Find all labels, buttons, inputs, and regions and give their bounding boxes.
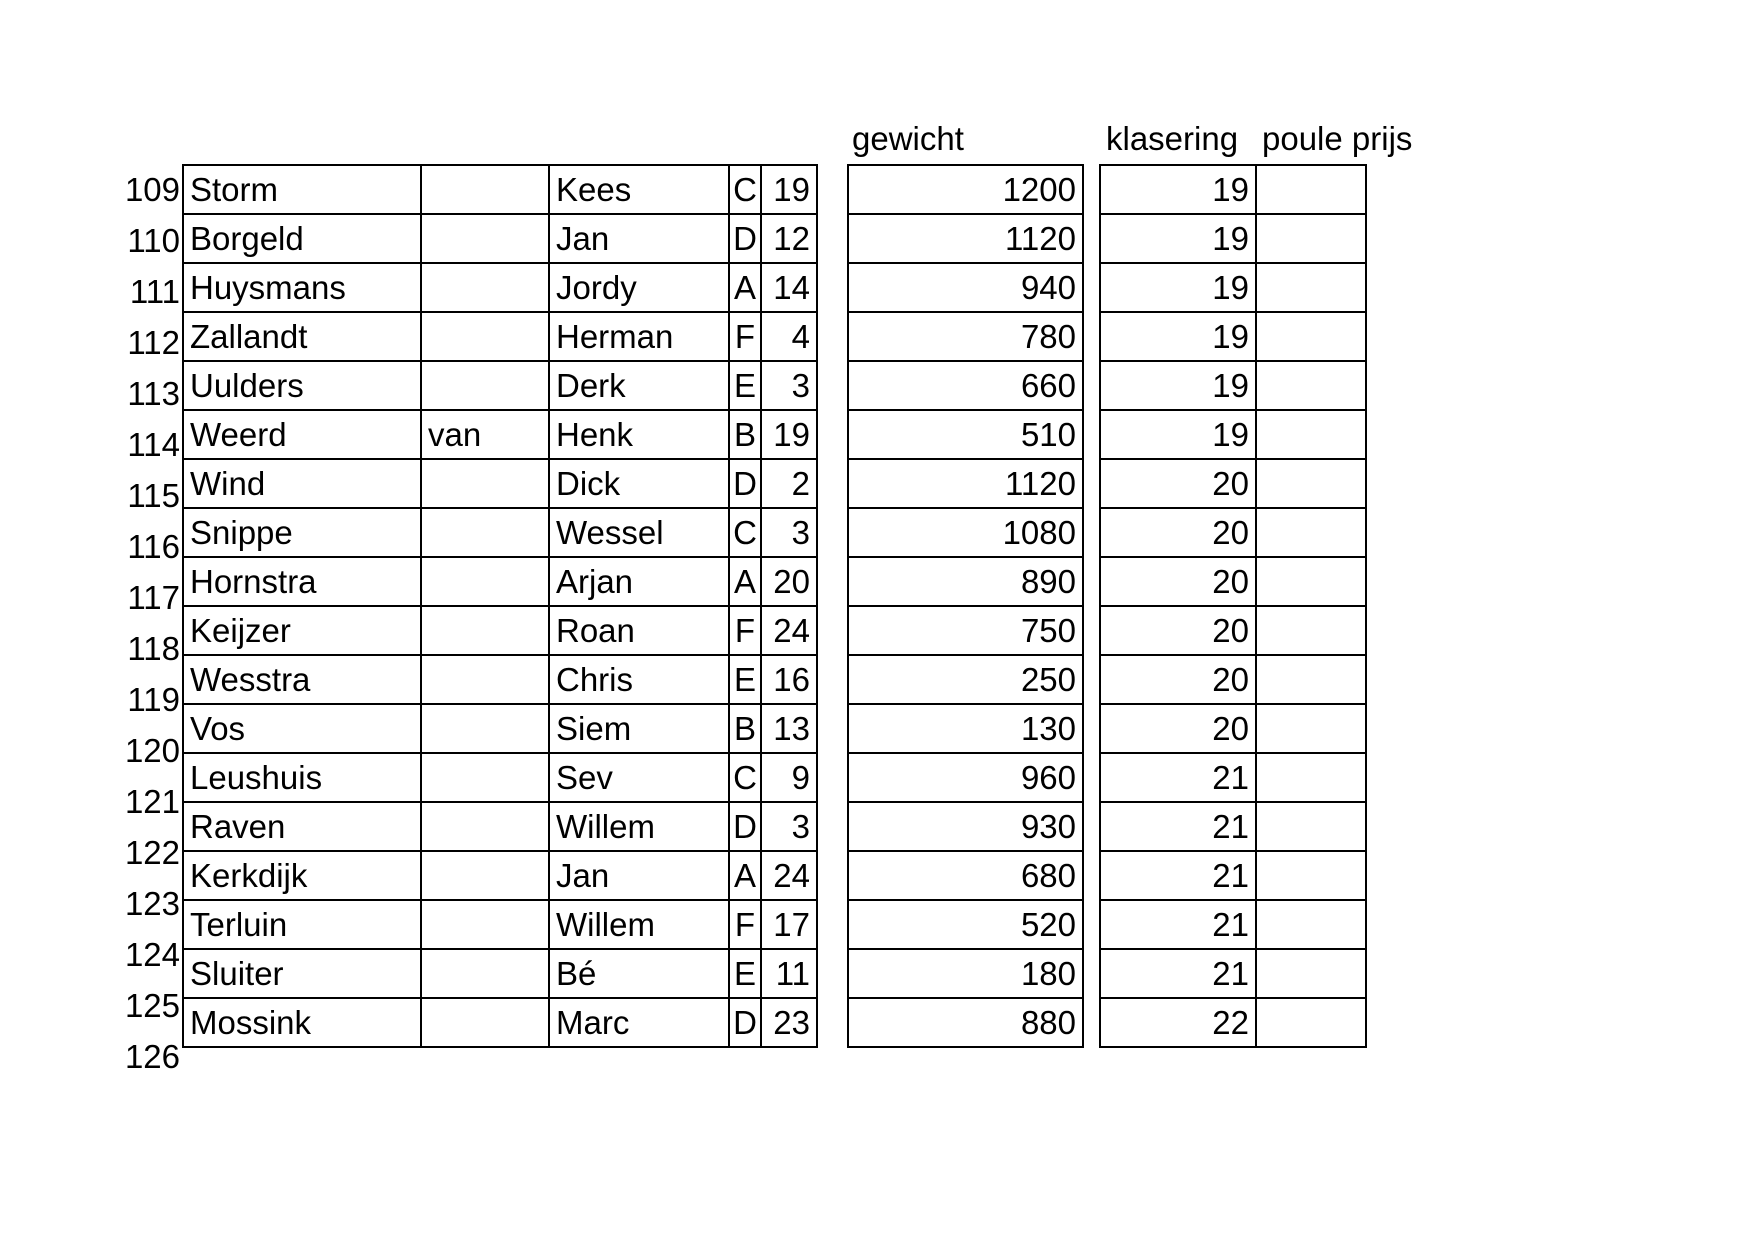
- nummer-cell[interactable]: 2: [761, 459, 817, 508]
- table-row: [848, 949, 1083, 998]
- table-row: [1100, 361, 1366, 410]
- gewicht-cell[interactable]: 130: [848, 704, 1083, 753]
- table-row: [848, 802, 1083, 851]
- row-number: 123: [124, 885, 180, 922]
- row-number: 116: [127, 528, 180, 565]
- row-number: 115: [127, 477, 180, 514]
- gewicht-cell[interactable]: 940: [848, 263, 1083, 312]
- poule-prijs-cell[interactable]: [1256, 361, 1366, 410]
- klasse-cell[interactable]: D: [729, 214, 761, 263]
- voornaam-cell[interactable]: Willem: [549, 802, 729, 851]
- tussenvoegsel-cell[interactable]: [421, 900, 549, 949]
- table-row: [848, 655, 1083, 704]
- klasering-cell[interactable]: 20: [1100, 704, 1256, 753]
- voornaam-cell[interactable]: Jan: [549, 851, 729, 900]
- nummer-cell[interactable]: 16: [761, 655, 817, 704]
- nummer-cell[interactable]: 11: [761, 949, 817, 998]
- nummer-cell[interactable]: 24: [761, 606, 817, 655]
- achternaam-cell[interactable]: Sluiter: [183, 949, 421, 998]
- table-row: [1100, 557, 1366, 606]
- poule-prijs-cell[interactable]: [1256, 214, 1366, 263]
- klasse-cell[interactable]: C: [729, 165, 761, 214]
- klasering-cell[interactable]: 20: [1100, 459, 1256, 508]
- nummer-cell[interactable]: 4: [761, 312, 817, 361]
- table-row: [183, 312, 817, 361]
- voornaam-cell[interactable]: Derk: [549, 361, 729, 410]
- klasering-cell[interactable]: 19: [1100, 410, 1256, 459]
- row-number: 120: [124, 732, 180, 769]
- header-poule-prijs: poule prijs: [1262, 120, 1413, 157]
- klasering-cell[interactable]: 22: [1100, 998, 1256, 1047]
- table-row: [183, 263, 817, 312]
- nummer-cell[interactable]: 14: [761, 263, 817, 312]
- poule-prijs-cell[interactable]: [1256, 410, 1366, 459]
- klasering-cell[interactable]: 21: [1100, 851, 1256, 900]
- table-row: [1100, 508, 1366, 557]
- table-row: [1100, 998, 1366, 1047]
- table-row: [848, 214, 1083, 263]
- table-row: [1100, 851, 1366, 900]
- gewicht-cell[interactable]: 890: [848, 557, 1083, 606]
- klasering-cell[interactable]: 19: [1100, 312, 1256, 361]
- table-row: [183, 998, 817, 1047]
- achternaam-cell[interactable]: Leushuis: [183, 753, 421, 802]
- row-number: 121: [124, 783, 180, 820]
- table-row: [848, 459, 1083, 508]
- gewicht-cell[interactable]: 680: [848, 851, 1083, 900]
- row-number: 110: [127, 222, 180, 259]
- klasse-cell[interactable]: F: [729, 900, 761, 949]
- gewicht-cell[interactable]: 250: [848, 655, 1083, 704]
- table-row: [848, 263, 1083, 312]
- nummer-cell[interactable]: 3: [761, 361, 817, 410]
- table-row: [183, 214, 817, 263]
- table-row: [183, 949, 817, 998]
- nummer-cell[interactable]: 12: [761, 214, 817, 263]
- table-row: [848, 410, 1083, 459]
- tussenvoegsel-cell[interactable]: [421, 949, 549, 998]
- table-row: [848, 704, 1083, 753]
- row-number: 113: [127, 375, 180, 412]
- row-number: 111: [129, 273, 180, 310]
- achternaam-cell[interactable]: Storm: [183, 165, 421, 214]
- table-row: [183, 655, 817, 704]
- klasering-cell[interactable]: 19: [1100, 165, 1256, 214]
- table-row: [183, 557, 817, 606]
- table-row: [183, 459, 817, 508]
- achternaam-cell[interactable]: Terluin: [183, 900, 421, 949]
- klasering-cell[interactable]: 19: [1100, 214, 1256, 263]
- table-row: [1100, 704, 1366, 753]
- table-row: [848, 753, 1083, 802]
- tussenvoegsel-cell[interactable]: [421, 851, 549, 900]
- klasse-cell[interactable]: E: [729, 949, 761, 998]
- klasse-cell[interactable]: D: [729, 998, 761, 1047]
- klasse-cell[interactable]: F: [729, 312, 761, 361]
- poule-prijs-cell[interactable]: [1256, 949, 1366, 998]
- nummer-cell[interactable]: 19: [761, 165, 817, 214]
- tussenvoegsel-cell[interactable]: [421, 998, 549, 1047]
- poule-prijs-cell[interactable]: [1256, 998, 1366, 1047]
- row-number: 119: [127, 681, 180, 718]
- table-row: [848, 606, 1083, 655]
- table-row: [848, 900, 1083, 949]
- klasse-cell[interactable]: D: [729, 459, 761, 508]
- klasering-cell[interactable]: 19: [1100, 361, 1256, 410]
- voornaam-cell[interactable]: Kees: [549, 165, 729, 214]
- table-row: [1100, 410, 1366, 459]
- table-row: [1100, 263, 1366, 312]
- row-number: 114: [127, 426, 180, 463]
- klasse-cell[interactable]: F: [729, 606, 761, 655]
- table-row: [1100, 655, 1366, 704]
- tussenvoegsel-cell[interactable]: [421, 459, 549, 508]
- tussenvoegsel-cell[interactable]: [421, 704, 549, 753]
- table-row: [1100, 165, 1366, 214]
- nummer-cell[interactable]: 24: [761, 851, 817, 900]
- poule-prijs-cell[interactable]: [1256, 606, 1366, 655]
- nummer-cell[interactable]: 17: [761, 900, 817, 949]
- achternaam-cell[interactable]: Raven: [183, 802, 421, 851]
- table-row: [1100, 214, 1366, 263]
- table-row: [183, 410, 817, 459]
- tussenvoegsel-cell[interactable]: [421, 263, 549, 312]
- voornaam-cell[interactable]: Herman: [549, 312, 729, 361]
- klasse-cell[interactable]: B: [729, 704, 761, 753]
- klasering-cell[interactable]: 21: [1100, 949, 1256, 998]
- poule-prijs-cell[interactable]: [1256, 900, 1366, 949]
- achternaam-cell[interactable]: Keijzer: [183, 606, 421, 655]
- tussenvoegsel-cell[interactable]: [421, 361, 549, 410]
- table-row: [1100, 900, 1366, 949]
- table-row: [183, 361, 817, 410]
- achternaam-cell[interactable]: Wesstra: [183, 655, 421, 704]
- voornaam-cell[interactable]: Jan: [549, 214, 729, 263]
- tussenvoegsel-cell[interactable]: [421, 214, 549, 263]
- row-number: 112: [127, 324, 180, 361]
- voornaam-cell[interactable]: Bé: [549, 949, 729, 998]
- achternaam-cell[interactable]: Mossink: [183, 998, 421, 1047]
- gewicht-cell[interactable]: 180: [848, 949, 1083, 998]
- ranking-table: [1099, 164, 1367, 1048]
- table-row: [1100, 459, 1366, 508]
- table-row: [848, 557, 1083, 606]
- voornaam-cell[interactable]: Jordy: [549, 263, 729, 312]
- header-klasering: klasering: [1106, 120, 1239, 157]
- gewicht-cell[interactable]: 510: [848, 410, 1083, 459]
- klasse-cell[interactable]: A: [729, 851, 761, 900]
- gewicht-cell[interactable]: 930: [848, 802, 1083, 851]
- voornaam-cell[interactable]: Chris: [549, 655, 729, 704]
- gewicht-cell[interactable]: 780: [848, 312, 1083, 361]
- row-number: 117: [127, 579, 180, 616]
- nummer-cell[interactable]: 9: [761, 753, 817, 802]
- achternaam-cell[interactable]: Zallandt: [183, 312, 421, 361]
- tussenvoegsel-cell[interactable]: [421, 753, 549, 802]
- voornaam-cell[interactable]: Marc: [549, 998, 729, 1047]
- voornaam-cell[interactable]: Dick: [549, 459, 729, 508]
- tussenvoegsel-cell[interactable]: [421, 557, 549, 606]
- table-row: [183, 704, 817, 753]
- gewicht-cell[interactable]: 660: [848, 361, 1083, 410]
- tussenvoegsel-cell[interactable]: [421, 312, 549, 361]
- row-number: 126: [124, 1038, 180, 1075]
- voornaam-cell[interactable]: Willem: [549, 900, 729, 949]
- klasse-cell[interactable]: E: [729, 361, 761, 410]
- nummer-cell[interactable]: 23: [761, 998, 817, 1047]
- table-row: [183, 802, 817, 851]
- row-number: 124: [124, 936, 180, 973]
- achternaam-cell[interactable]: Kerkdijk: [183, 851, 421, 900]
- klasse-cell[interactable]: E: [729, 655, 761, 704]
- gewicht-cell[interactable]: 960: [848, 753, 1083, 802]
- gewicht-cell[interactable]: 1080: [848, 508, 1083, 557]
- achternaam-cell[interactable]: Hornstra: [183, 557, 421, 606]
- voornaam-cell[interactable]: Henk: [549, 410, 729, 459]
- klasering-cell[interactable]: 20: [1100, 557, 1256, 606]
- table-row: [848, 165, 1083, 214]
- achternaam-cell[interactable]: Vos: [183, 704, 421, 753]
- nummer-cell[interactable]: 20: [761, 557, 817, 606]
- klasse-cell[interactable]: B: [729, 410, 761, 459]
- klasse-cell[interactable]: C: [729, 753, 761, 802]
- achternaam-cell[interactable]: Snippe: [183, 508, 421, 557]
- gewicht-cell[interactable]: 1120: [848, 459, 1083, 508]
- poule-prijs-cell[interactable]: [1256, 655, 1366, 704]
- voornaam-cell[interactable]: Wessel: [549, 508, 729, 557]
- gewicht-cell[interactable]: 880: [848, 998, 1083, 1047]
- nummer-cell[interactable]: 3: [761, 802, 817, 851]
- tussenvoegsel-cell[interactable]: van: [421, 410, 549, 459]
- table-row: [183, 165, 817, 214]
- tussenvoegsel-cell[interactable]: [421, 655, 549, 704]
- achternaam-cell[interactable]: Uulders: [183, 361, 421, 410]
- row-number: 122: [124, 834, 180, 871]
- header-gewicht: gewicht: [852, 120, 964, 157]
- nummer-cell[interactable]: 19: [761, 410, 817, 459]
- tussenvoegsel-cell[interactable]: [421, 606, 549, 655]
- klasse-cell[interactable]: C: [729, 508, 761, 557]
- voornaam-cell[interactable]: Sev: [549, 753, 729, 802]
- nummer-cell[interactable]: 3: [761, 508, 817, 557]
- achternaam-cell[interactable]: Huysmans: [183, 263, 421, 312]
- poule-prijs-cell[interactable]: [1256, 165, 1366, 214]
- table-row: [1100, 753, 1366, 802]
- table-row: [848, 361, 1083, 410]
- klasering-cell[interactable]: 21: [1100, 802, 1256, 851]
- klasering-cell[interactable]: 20: [1100, 655, 1256, 704]
- nummer-cell[interactable]: 13: [761, 704, 817, 753]
- achternaam-cell[interactable]: Borgeld: [183, 214, 421, 263]
- table-row: [183, 508, 817, 557]
- participants-table: [182, 164, 818, 1048]
- row-number: 109: [124, 171, 180, 208]
- poule-prijs-cell[interactable]: [1256, 753, 1366, 802]
- klasse-cell[interactable]: A: [729, 263, 761, 312]
- poule-prijs-cell[interactable]: [1256, 704, 1366, 753]
- klasering-cell[interactable]: 19: [1100, 263, 1256, 312]
- table-row: [1100, 312, 1366, 361]
- table-row: [848, 851, 1083, 900]
- tussenvoegsel-cell[interactable]: [421, 508, 549, 557]
- klasse-cell[interactable]: D: [729, 802, 761, 851]
- voornaam-cell[interactable]: Siem: [549, 704, 729, 753]
- table-row: [183, 851, 817, 900]
- klasering-cell[interactable]: 20: [1100, 606, 1256, 655]
- gewicht-cell[interactable]: 1120: [848, 214, 1083, 263]
- gewicht-cell[interactable]: 750: [848, 606, 1083, 655]
- klasse-cell[interactable]: A: [729, 557, 761, 606]
- voornaam-cell[interactable]: Roan: [549, 606, 729, 655]
- poule-prijs-cell[interactable]: [1256, 312, 1366, 361]
- table-row: [1100, 949, 1366, 998]
- poule-prijs-cell[interactable]: [1256, 263, 1366, 312]
- klasering-cell[interactable]: 20: [1100, 508, 1256, 557]
- achternaam-cell[interactable]: Weerd: [183, 410, 421, 459]
- poule-prijs-cell[interactable]: [1256, 459, 1366, 508]
- tussenvoegsel-cell[interactable]: [421, 802, 549, 851]
- row-numbers: [112, 164, 180, 1082]
- table-row: [183, 900, 817, 949]
- klasering-cell[interactable]: 21: [1100, 900, 1256, 949]
- poule-prijs-cell[interactable]: [1256, 557, 1366, 606]
- voornaam-cell[interactable]: Arjan: [549, 557, 729, 606]
- table-row: [848, 312, 1083, 361]
- gewicht-cell[interactable]: 1200: [848, 165, 1083, 214]
- poule-prijs-cell[interactable]: [1256, 508, 1366, 557]
- table-row: [1100, 606, 1366, 655]
- row-number: 125: [124, 987, 180, 1024]
- klasering-cell[interactable]: 21: [1100, 753, 1256, 802]
- tussenvoegsel-cell[interactable]: [421, 165, 549, 214]
- table-row: [183, 606, 817, 655]
- gewicht-cell[interactable]: 520: [848, 900, 1083, 949]
- weight-table: [847, 164, 1084, 1048]
- table-row: [1100, 802, 1366, 851]
- poule-prijs-cell[interactable]: [1256, 851, 1366, 900]
- table-row: [183, 753, 817, 802]
- poule-prijs-cell[interactable]: [1256, 802, 1366, 851]
- table-row: [848, 508, 1083, 557]
- table-row: [848, 998, 1083, 1047]
- achternaam-cell[interactable]: Wind: [183, 459, 421, 508]
- row-number: 118: [127, 630, 180, 667]
